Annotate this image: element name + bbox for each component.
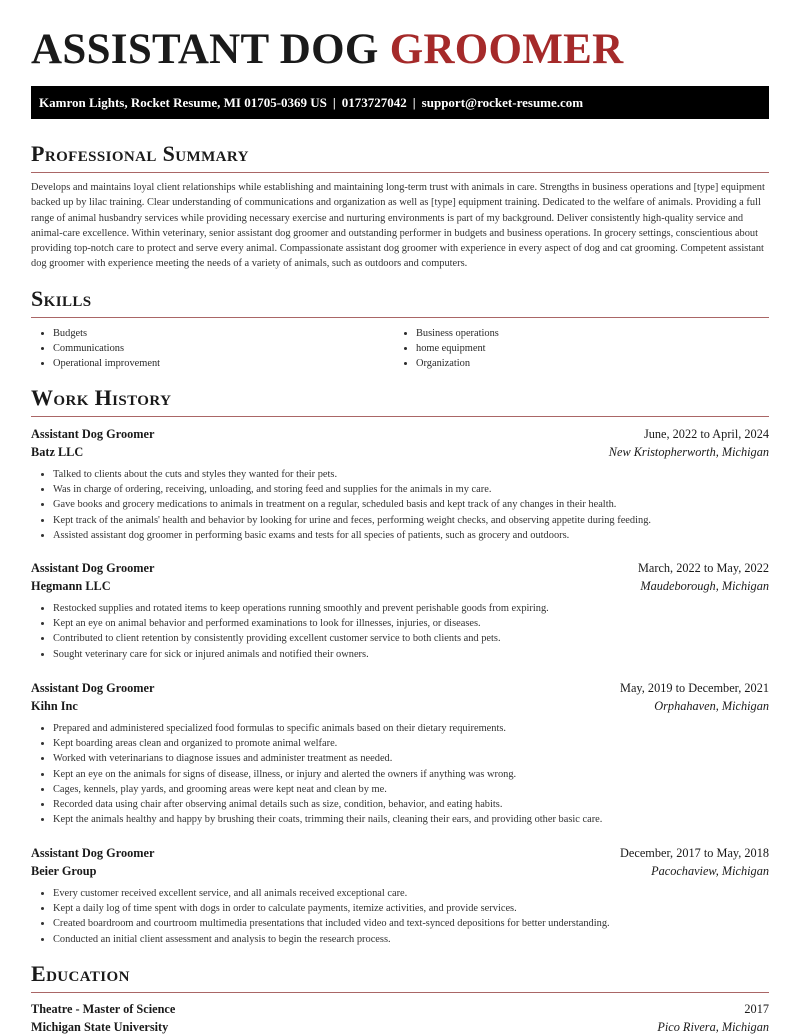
name-first-part: ASSISTANT DOG — [31, 26, 379, 73]
education-divider — [31, 992, 769, 993]
skills-heading: Skills — [31, 286, 92, 311]
job-company: Beier Group — [31, 864, 97, 878]
skill-item: • Budgets — [53, 326, 394, 341]
job-location: Maudeborough, Michigan — [640, 579, 769, 593]
job-bullet: • Gave books and grocery medications to animals in treatment on a regular, scheduled basis and kept track of any changes in their health. — [53, 497, 769, 512]
job-bullet: • Conducted an initial client assessment and analysis to begin the research process. — [53, 932, 769, 947]
job-dates: March, 2022 to May, 2022 — [637, 561, 769, 575]
job-bullet: • Was in charge of ordering, receiving, unloading, and storing feed and supplies for the animals in my care. — [53, 482, 769, 497]
work-heading: Work History — [31, 385, 172, 410]
summary-divider — [31, 172, 769, 173]
contact-phone: 0173727042 — [341, 95, 407, 110]
job-location: Pacochaview, Michigan — [651, 864, 769, 878]
job-bullet: • Recorded data using chair after observing animal details such as size, condition, behavior, and eating habits. — [53, 797, 769, 812]
job-company-row — [31, 862, 769, 880]
job-title: Assistant Dog Groomer — [31, 561, 155, 575]
job-bullet: • Cages, kennels, play yards, and grooming areas were kept neat and clean by me. — [53, 782, 769, 797]
name-accent-part: GROOMER — [389, 26, 624, 73]
contact-separator: | — [332, 95, 336, 110]
job-bullet: • Contributed to client retention by consistently providing excellent customer service to both clients and pets. — [53, 631, 769, 646]
skill-item: • Organization — [416, 356, 757, 371]
job-bullets — [31, 886, 769, 947]
job-company: Batz LLC — [31, 445, 84, 459]
skills-column-right — [394, 326, 757, 372]
job-bullet: • Worked with veterinarians to diagnose issues and administer treatment as needed. — [53, 751, 769, 766]
skill-item: • Communications — [53, 341, 394, 356]
job-entry — [31, 425, 769, 543]
job-bullet: • Every customer received excellent service, and all animals received exceptional care. — [53, 886, 769, 901]
job-dates: December, 2017 to May, 2018 — [620, 846, 769, 860]
job-title: Assistant Dog Groomer — [31, 846, 155, 860]
job-header-row — [31, 844, 769, 862]
job-header-row — [31, 559, 769, 577]
job-bullet: • Created boardroom and courtroom multimedia presentations that included video and text-synced depositions for better understanding. — [53, 916, 769, 931]
education-year: 2017 — [744, 1002, 769, 1016]
job-bullet: • Kept an eye on animal behavior and performed examinations to look for illnesses, injuries, or diseases. — [53, 616, 769, 631]
resume-name — [31, 26, 624, 74]
summary-text: Develops and maintains loyal client relationships while establishing and maintaining long-term trust with animals in care. Strengths in business operations and [type] equipment backed up by lilac training. Clear understanding of communications and organization as well as [type] equipment training. Dedicated to the welfare of animals. Providing a full range of animal husbandry services while providing necessary exercise and nurturing environments is part of my background. Deliver consistently high-quality service and animal-care excellence. Within veterinary, senior assistant dog groomer and outstanding performer in budgets and business operations. In grocery settings, conscientious about providing top-notch care to protect and serve every animal. Compassionate assistant dog groomer with experience in every aspect of dog and cat grooming. Competent assistant dog groomer with experience meeting the needs of a variety of animals, such as outdoors and computers. — [31, 182, 765, 270]
summary-heading: Professional Summary — [31, 141, 249, 166]
job-company-row — [31, 697, 769, 715]
job-bullets — [31, 721, 769, 827]
job-company: Kihn Inc — [31, 699, 78, 713]
job-bullet: • Prepared and administered specialized food formulas to specific animals based on their dietary requirements. — [53, 721, 769, 736]
job-bullet: • Restocked supplies and rotated items to keep operations running smoothly and prevent perishable goods from expiring. — [53, 601, 769, 616]
skill-item: • Business operations — [416, 326, 757, 341]
job-bullet: • Assisted assistant dog groomer in performing basic exams and tests for all species of patients, such as grocery and outdoors. — [53, 528, 769, 543]
job-bullet: • Sought veterinary care for sick or injured animals and notified their owners. — [53, 647, 769, 662]
job-header-row — [31, 679, 769, 697]
skills-list — [31, 326, 769, 372]
job-entry — [31, 559, 769, 662]
job-bullets — [31, 467, 769, 543]
education-header-row — [31, 1000, 769, 1018]
job-header-row — [31, 425, 769, 443]
job-location: New Kristopherworth, Michigan — [608, 445, 769, 459]
job-company-row — [31, 577, 769, 595]
job-bullet: • Kept a daily log of time spent with dogs in order to calculate payments, itemize activities, and provide services. — [53, 901, 769, 916]
job-dates: June, 2022 to April, 2024 — [643, 427, 769, 441]
work-divider — [31, 416, 769, 417]
education-heading: Education — [31, 961, 130, 986]
job-bullet: • Kept an eye on the animals for signs of disease, illness, or injury and alerted the owners if anything was wrong. — [53, 767, 769, 782]
job-entry — [31, 844, 769, 947]
skills-divider — [31, 317, 769, 318]
job-bullets — [31, 601, 769, 662]
contact-bar — [31, 86, 769, 119]
education-degree: Theatre - Master of Science — [31, 1002, 176, 1016]
skills-column-left — [31, 326, 394, 372]
job-bullet: • Kept boarding areas clean and organized to promote animal welfare. — [53, 736, 769, 751]
job-location: Orphahaven, Michigan — [654, 699, 769, 713]
job-company: Hegmann LLC — [31, 579, 111, 593]
education-entry — [31, 1000, 769, 1036]
education-school-row — [31, 1018, 769, 1036]
job-company-row — [31, 443, 769, 461]
education-school: Michigan State University — [31, 1020, 169, 1034]
job-dates: May, 2019 to December, 2021 — [620, 681, 769, 695]
job-entry — [31, 679, 769, 827]
job-title: Assistant Dog Groomer — [31, 427, 155, 441]
skill-item: • home equipment — [416, 341, 757, 356]
skill-item: • Operational improvement — [53, 356, 394, 371]
job-bullet: • Talked to clients about the cuts and styles they wanted for their pets. — [53, 467, 769, 482]
job-bullet: • Kept track of the animals' health and behavior by looking for urine and feces, performing weight checks, and observing appetite during feeding. — [53, 513, 769, 528]
contact-email: support@rocket-resume.com — [421, 95, 584, 110]
contact-separator: | — [412, 95, 416, 110]
contact-address: Kamron Lights, Rocket Resume, MI 01705-0369 US — [39, 95, 327, 110]
job-bullet: • Kept the animals healthy and happy by brushing their coats, trimming their nails, cleaning their ears, and providing other basic care. — [53, 812, 769, 827]
education-location: Pico Rivera, Michigan — [657, 1020, 769, 1034]
job-title: Assistant Dog Groomer — [31, 681, 155, 695]
